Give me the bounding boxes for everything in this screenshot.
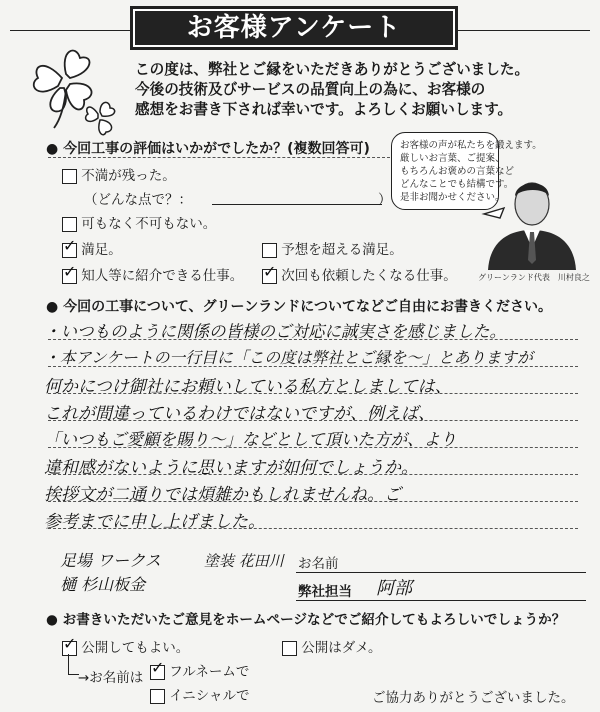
checkbox-fullname[interactable] [150,657,165,680]
bullet-icon: ● [46,141,59,157]
staff-value: 阿部 [376,578,412,599]
detail-line[interactable] [212,204,382,205]
check-mark-icon: ✓ [263,261,277,281]
checkbox-neutral[interactable] [62,217,77,232]
checkbox-publish-ng[interactable] [282,641,297,656]
checkbox-again[interactable] [262,261,277,284]
bullet-icon: ● [46,612,58,628]
checkbox-recommend[interactable] [62,261,77,284]
comments-question: ● 今回の工事について、グリーンランドについてなどご自由にお書きください。 [46,299,552,315]
divider [48,157,390,158]
subcontractor-gutter: 樋 杉山板金 [60,575,146,594]
representative-portrait [470,168,594,270]
publish-question: ● お書きいただいたご意見をホームページなどでご紹介してもよろしいでしょうか？ [46,612,566,628]
speech-bubble: お客様の声が私たちを鍛えます。 厳しいお言葉、ご提案、 もちろんお褒めの言葉など どんなことでも結構です。 是非お聞かせください。 [391,132,499,210]
checkbox-initials[interactable] [150,689,165,704]
option-publish-ok[interactable]: ✓ 公開してもよい。 [63,633,190,656]
thanks-text: ご協力ありがとうございました。 [372,690,575,706]
bullet-icon: ● [46,299,59,315]
subcontractor-paint: 塗装 花田川 [204,552,284,570]
option-publish-ng[interactable]: 公開はダメ。 [282,636,382,656]
option-neutral[interactable]: 可もなく不可もない。 [62,212,216,232]
small-clover-icon [86,102,115,134]
large-clover-icon [34,51,92,128]
page-title: お客様アンケート [130,6,458,50]
option-fullname[interactable]: ✓ フルネームで [151,657,250,680]
option-exceeded[interactable]: 予想を超える満足。 [262,238,403,258]
option-recommend[interactable]: ✓ 知人等に紹介できる仕事。 [63,261,244,284]
checkbox-dissatisfied[interactable] [62,169,77,184]
name-field[interactable] [296,572,586,573]
detail-close: ） [378,192,392,208]
subcontractor-scaffold: 足場 ワークス [60,551,161,570]
intro-text: この度は、弊社とご縁をいただきありがとうございました。 今後の技術及びサービスの品質向上の為に、お客様の 感想をお書き下されば幸いです。よろしくお願いします。 [135,61,530,118]
comment-text: ・いつものように関係の皆様のご対応に誠実さを感じました。 ・本アンケートの一行目に「この度は弊社とご縁を～」とありますが 何かにつけ御社にお頼いしている私方としましては、 これが間違っているわけではないですが、例えば、 「いつもご愛顧を賜り～」などとして頂いた方が、より 違和感がないように思いますが如何でしょうか。 挨拶文が二通りでは煩雑かもしれませんね。ご 参考までに申し上げました。 [44,322,533,532]
check-mark-icon: ✓ [63,235,77,255]
option-satisfied[interactable]: ✓ 満足。 [63,235,122,258]
name-format-prompt: →お名前は [78,670,144,686]
clover-decoration [14,28,126,138]
evaluation-question: ● 今回工事の評価はいかがでしたか？(複数回答可) [46,141,370,157]
checkbox-satisfied[interactable] [62,235,77,258]
name-label: お名前 [298,556,339,572]
staff-label: 弊社担当 [298,584,352,600]
staff-field[interactable] [296,600,586,601]
photo-caption: グリーンランド代表 川村良之 [478,273,590,282]
checkbox-exceeded[interactable] [262,243,277,258]
detail-prompt: （どんな点で？： [84,192,192,208]
check-mark-icon: ✓ [151,657,165,677]
option-dissatisfied[interactable]: 不満が残った。 [62,164,176,184]
option-initials[interactable]: イニシャルで [150,684,250,704]
option-again[interactable]: ✓ 次回も依頼したくなる仕事。 [263,261,457,284]
check-mark-icon: ✓ [63,261,77,281]
check-mark-icon: ✓ [63,633,77,653]
bubble-tail-icon [484,208,504,218]
